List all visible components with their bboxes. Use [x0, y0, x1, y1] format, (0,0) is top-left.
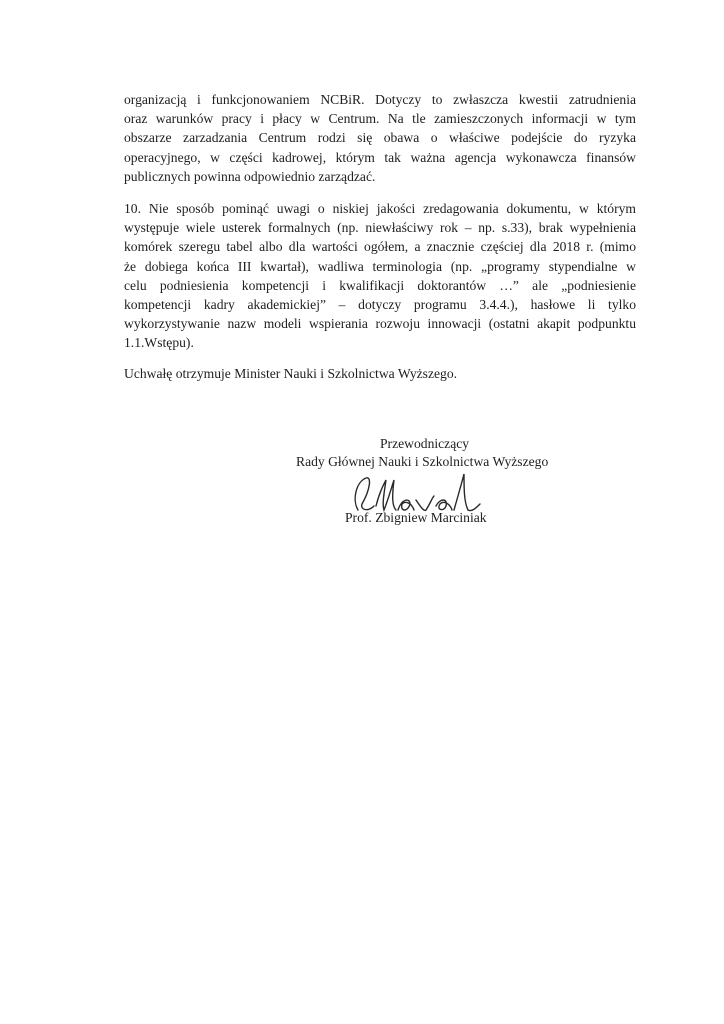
- text-line: 1.1.Wstępu).: [124, 335, 194, 351]
- paragraph-ncbir-staffing: [124, 90, 636, 186]
- text-line: 10. Nie sposób pominąć uwagi o niskiej jakości zredagowania dokumentu, w którym: [124, 201, 636, 216]
- paragraph-recipient: [124, 364, 636, 383]
- text-line: występuje wiele usterek formalnych (np. niewłaściwy rok – np. s.33), brak wypełnienia: [124, 220, 636, 236]
- text-line: wykorzystywanie nazw modeli wspierania rozwoju innowacji (ostatni akapit podpunktu: [124, 316, 636, 332]
- signatory-title: Przewodniczący: [380, 436, 470, 451]
- text-line: Uchwałę otrzymuje Minister Nauki i Szkolnictwa Wyższego.: [124, 366, 458, 381]
- signatory-organization: Rady Głównej Nauki i Szkolnictwa Wyższego: [296, 454, 549, 469]
- text-line: kompetencji kadry akademickiej” – dotyczy programu 3.4.4.), hasłowe li tylko: [124, 297, 636, 313]
- signatory-name: Prof. Zbigniew Marciniak: [345, 510, 487, 525]
- text-line: celu podniesienia kompetencji i kwalifikacji doktorantów …” ale „podniesienie: [124, 277, 636, 293]
- text-line: że dobiega końca III kwartał), wadliwa terminologia (np. „programy stypendialne w: [124, 258, 636, 274]
- text-line: operacyjnego, w części kadrowej, którym tak ważna agencja wykonawcza finansów: [124, 149, 636, 165]
- text-line: komórek szeregu tabel albo dla wartości ogółem, a znacznie częściej dla 2018 r. (mimo: [124, 239, 636, 255]
- text-line: obszarze zarzadzania Centrum rodzi się obawa o właściwe podejście do ryzyka: [124, 130, 636, 146]
- text-line: publicznych powinna odpowiednio zarządzać.: [124, 168, 376, 184]
- text-line: oraz warunków pracy i płacy w Centrum. Na tle zamieszczonych informacji w tym: [124, 111, 636, 127]
- paragraph-point-10: [124, 199, 636, 353]
- text-line: organizacją i funkcjonowaniem NCBiR. Dotyczy to zwłaszcza kwestii zatrudnienia: [124, 92, 636, 107]
